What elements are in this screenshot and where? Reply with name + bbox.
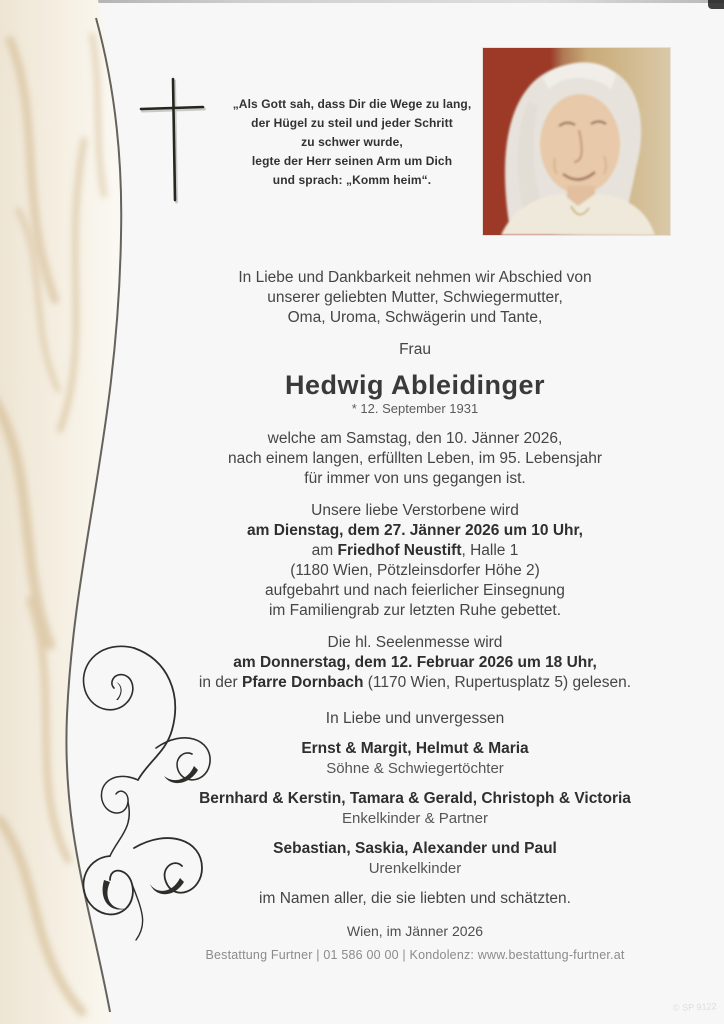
family-group (126, 839, 704, 879)
quote-line: „Als Gott sah, dass Dir die Wege zu lang, (232, 97, 472, 111)
closing-line: im Namen aller, die sie liebten und schätzten. (259, 890, 571, 907)
quote-line: der Hügel zu steil und jeder Schritt (251, 116, 453, 130)
cross-icon (128, 68, 228, 228)
family-group (126, 739, 704, 779)
deceased-name: Hedwig Ableidinger (284, 370, 545, 400)
intro-line: Oma, Uroma, Schwägerin und Tante, (287, 309, 543, 326)
place-date: Wien, im Jänner 2026 (346, 923, 484, 939)
family-names: Bernhard & Kerstin, Tamara & Gerald, Christoph & Victoria (199, 790, 631, 807)
funeral-location-pre: am (311, 542, 338, 559)
quote-line: legte der Herr seinen Arm um Dich (251, 154, 453, 168)
quote-line: zu schwer wurde, (301, 135, 403, 149)
intro-line: unserer geliebten Mutter, Schwiegermutter, (267, 289, 563, 306)
memorial-quote (222, 95, 482, 190)
mass-line: Die hl. Seelenmesse wird (327, 634, 503, 651)
funeral-home-footer: Bestattung Furtner | 01 586 00 00 | Kondolenz: www.bestattung-furtner.at (205, 948, 625, 962)
funeral-line: aufgebahrt und nach feierlicher Einsegnung (265, 582, 565, 599)
print-watermark: © SP 9122 (672, 1001, 717, 1013)
mass-location (126, 673, 704, 693)
mass-location-post: (1170 Wien, Rupertusplatz 5) gelesen. (363, 674, 632, 691)
mass-location-pre: in der (198, 674, 242, 691)
birth-date: * 12. September 1931 (351, 401, 479, 416)
mass-location-name: Pfarre Dornbach (241, 674, 364, 691)
death-line: für immer von uns gegangen ist. (304, 470, 526, 487)
remembrance-line: In Liebe und unvergessen (325, 710, 505, 727)
funeral-line: im Familiengrab zur letzten Ruhe gebettet. (268, 602, 562, 619)
announcement-body (126, 268, 704, 941)
family-names: Ernst & Margit, Helmut & Maria (301, 740, 529, 757)
family-relation: Enkelkinder & Partner (342, 810, 488, 827)
death-line: welche am Samstag, den 10. Jänner 2026, (267, 430, 563, 447)
family-relation: Urenkelkinder (368, 860, 462, 877)
salutation: Frau (399, 341, 431, 358)
funeral-location-post: , Halle 1 (461, 542, 519, 559)
family-relation: Söhne & Schwiegertöchter (326, 760, 504, 777)
death-line: nach einem langen, erfüllten Leben, im 95. Lebensjahr (228, 450, 602, 467)
quote-line: und sprach: „Komm heim“. (272, 173, 432, 187)
funeral-address: (1180 Wien, Pötzleinsdorfer Höhe 2) (290, 562, 540, 579)
portrait-photo (483, 48, 670, 235)
mass-datetime: am Donnerstag, dem 12. Februar 2026 um 18 Uhr, (233, 654, 597, 671)
funeral-line: Unsere liebe Verstorbene wird (311, 502, 519, 519)
funeral-location-name: Friedhof Neustift (337, 542, 462, 559)
intro-line: In Liebe und Dankbarkeit nehmen wir Abschied von (238, 269, 592, 286)
family-group (126, 789, 704, 829)
funeral-location (126, 541, 704, 561)
family-names: Sebastian, Saskia, Alexander und Paul (273, 840, 557, 857)
funeral-datetime: am Dienstag, dem 27. Jänner 2026 um 10 Uhr, (247, 522, 583, 539)
